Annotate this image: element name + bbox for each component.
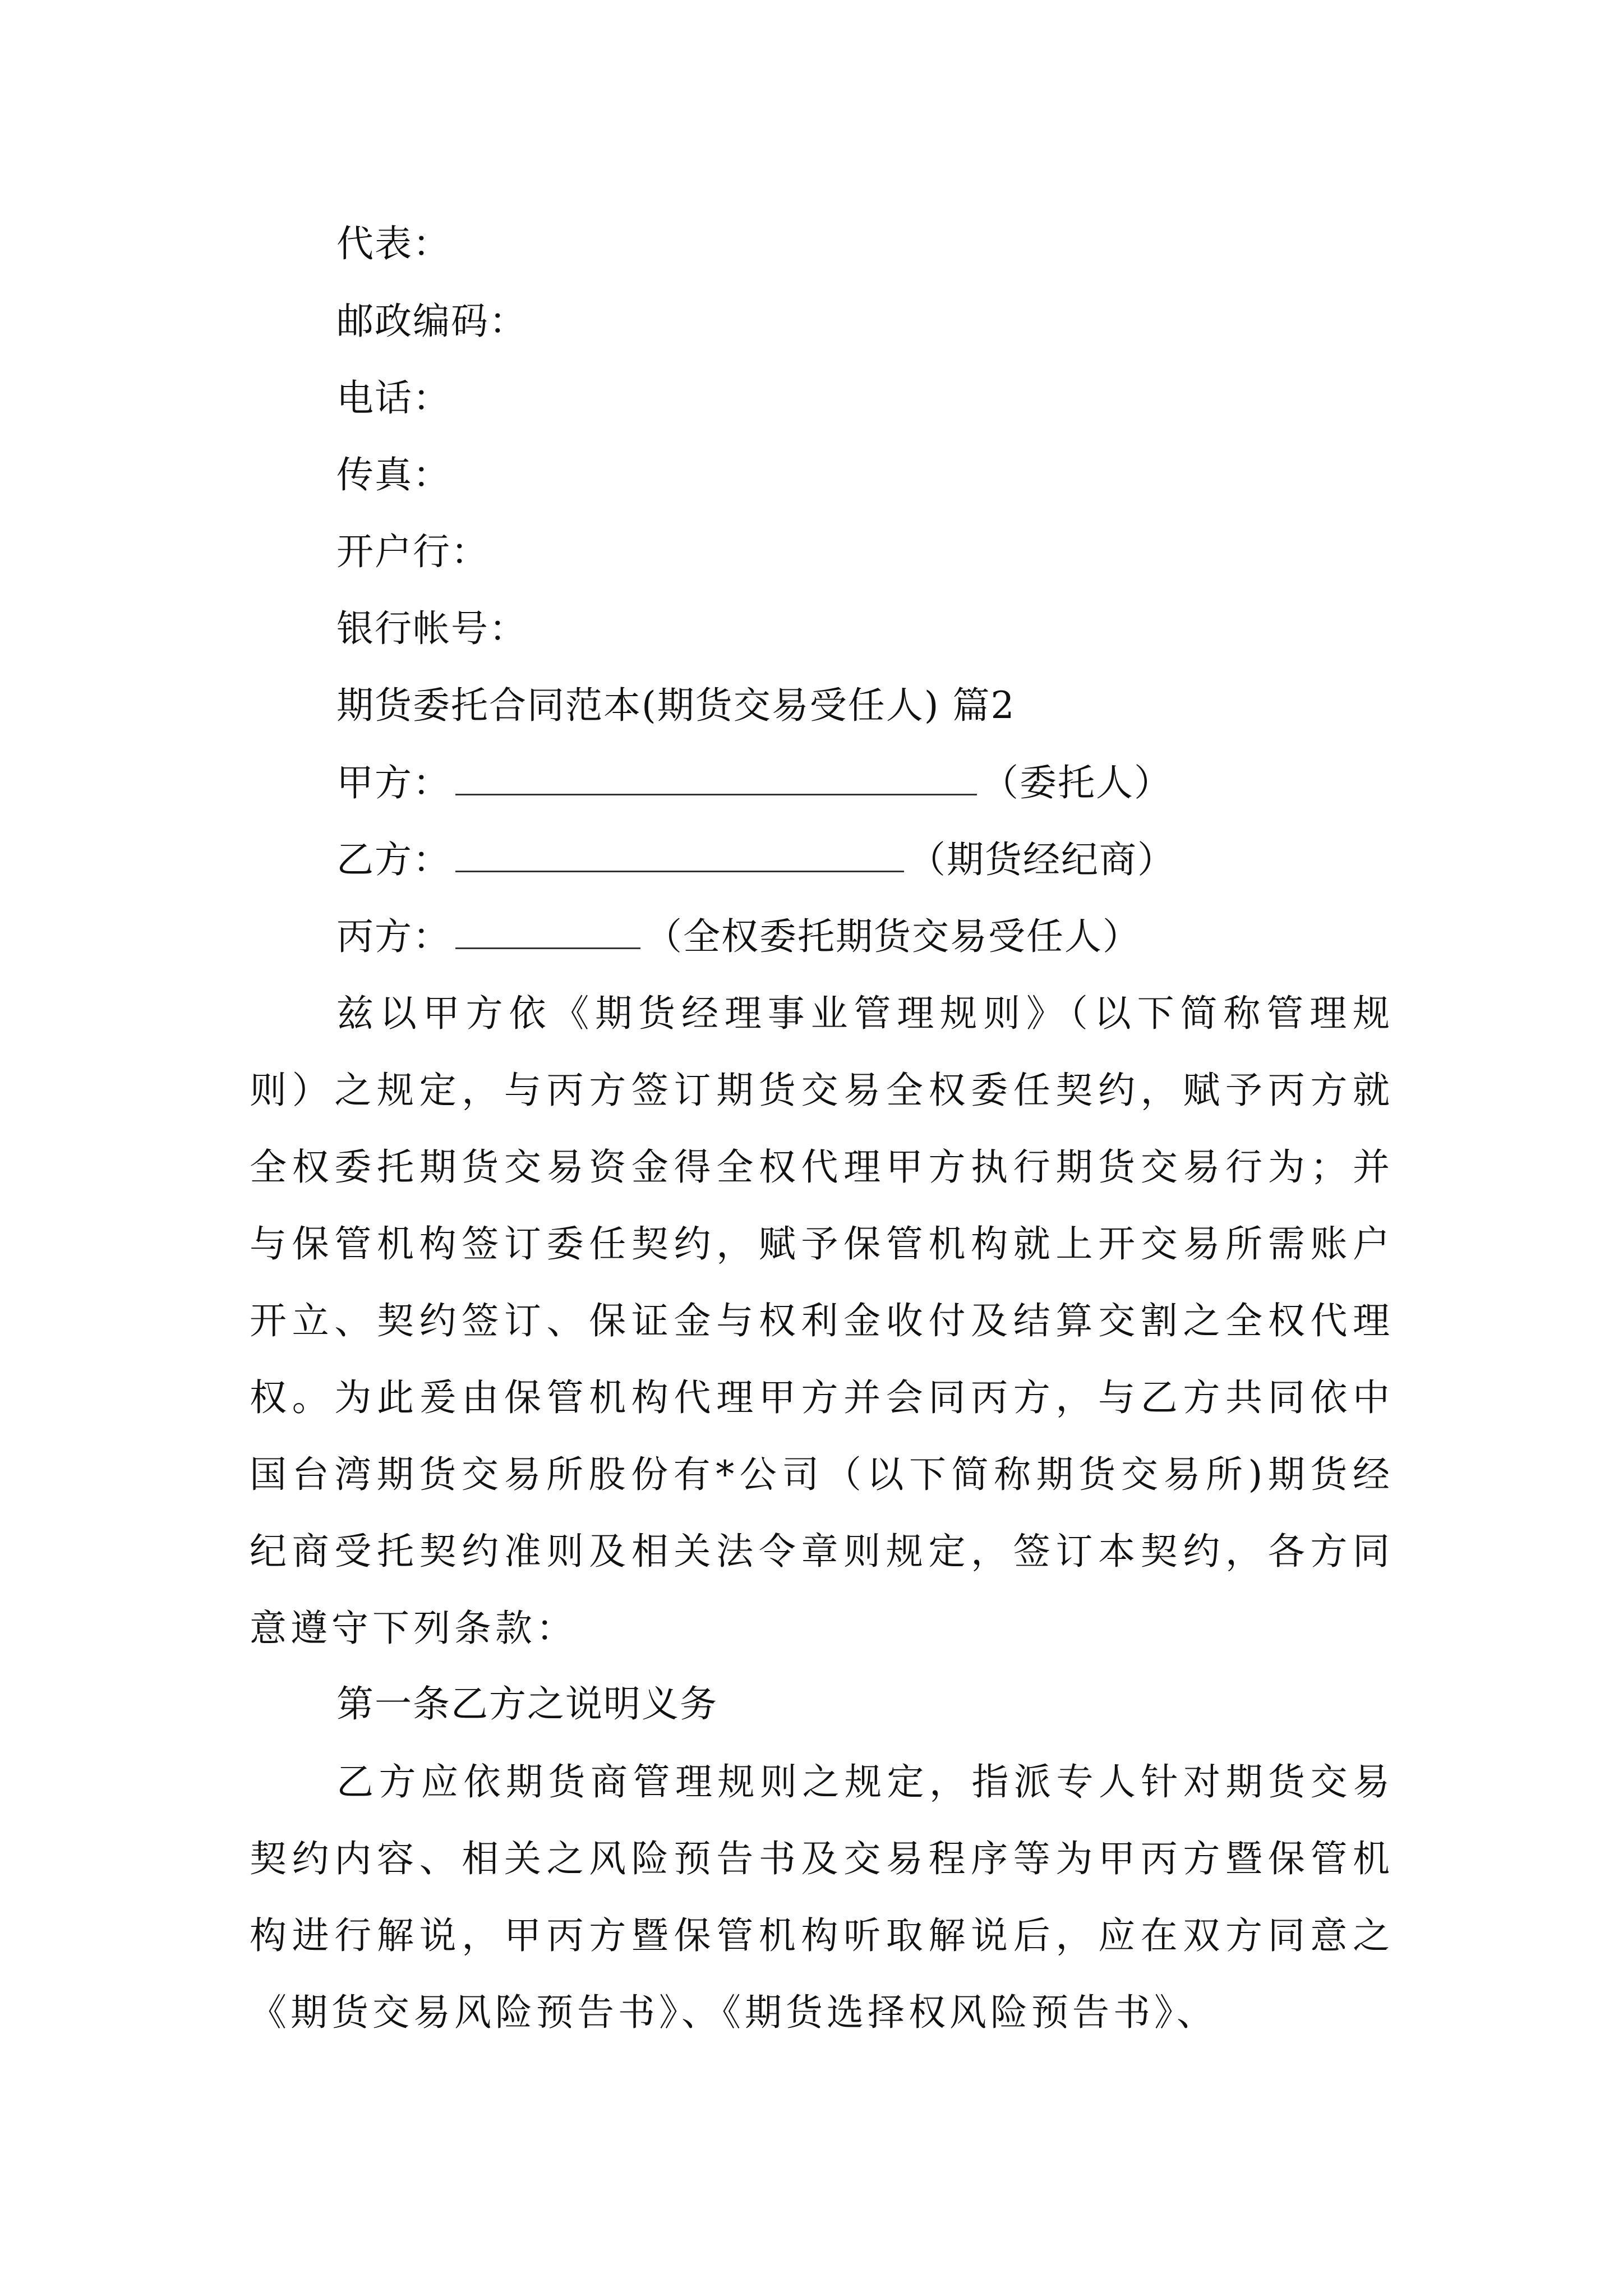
article-1-title: 第一条乙方之说明义务 [336,1682,718,1726]
party-b-blank [455,837,904,872]
field-fax: 传真： [336,453,451,496]
field-bank: 开户行： [336,530,489,573]
section-title: 期货委托合同范本(期货交易受任人) 篇2 [336,684,1016,727]
party-b-line [336,837,1175,882]
field-postal-code: 邮政编码： [336,300,527,343]
field-bank-account: 银行帐号： [336,607,527,650]
party-c-label: 丙方： [336,915,451,958]
party-a-blank [455,760,977,795]
party-c-blank [455,914,640,949]
party-b-role: （期货经纪商） [909,838,1175,881]
article-1-body: 乙方应依期货商管理规则之规定，指派专人针对期货交易契约内容、相关之风险预告书及交易程序等为甲丙方暨保管机构进行解说，甲丙方暨保管机构听取解说后，应在双方同意之《期货交易风险预告书》、《期货选择权风险预告书》、 [250,1760,1394,2034]
party-b-label: 乙方： [336,838,451,881]
party-a-role: （委托人） [981,761,1172,804]
party-a-label: 甲方： [336,761,451,804]
field-phone: 电话： [336,376,451,420]
party-a-line [336,760,1172,806]
field-representative: 代表： [336,222,451,265]
party-c-line [336,914,1141,959]
preamble-paragraph: 兹以甲方依《期货经理事业管理规则》（以下简称管理规则）之规定，与丙方签订期货交易全权委任契约，赋予丙方就全权委托期货交易资金得全权代理甲方执行期货交易行为；并与保管机构签订委任契约，赋予保管机构就上开交易所需账户开立、契约签订、保证金与权利金收付及结算交割之全权代理权。为此爰由保管机构代理甲方并会同丙方，与乙方共同依中国台湾期货交易所股份有*公司（以下简称期货交易所)期货经纪商受托契约准则及相关法令章则规定，签订本契约，各方同意遵守下列条款： [250,992,1394,1650]
party-c-role: （全权委托期货交易受任人） [645,915,1141,958]
